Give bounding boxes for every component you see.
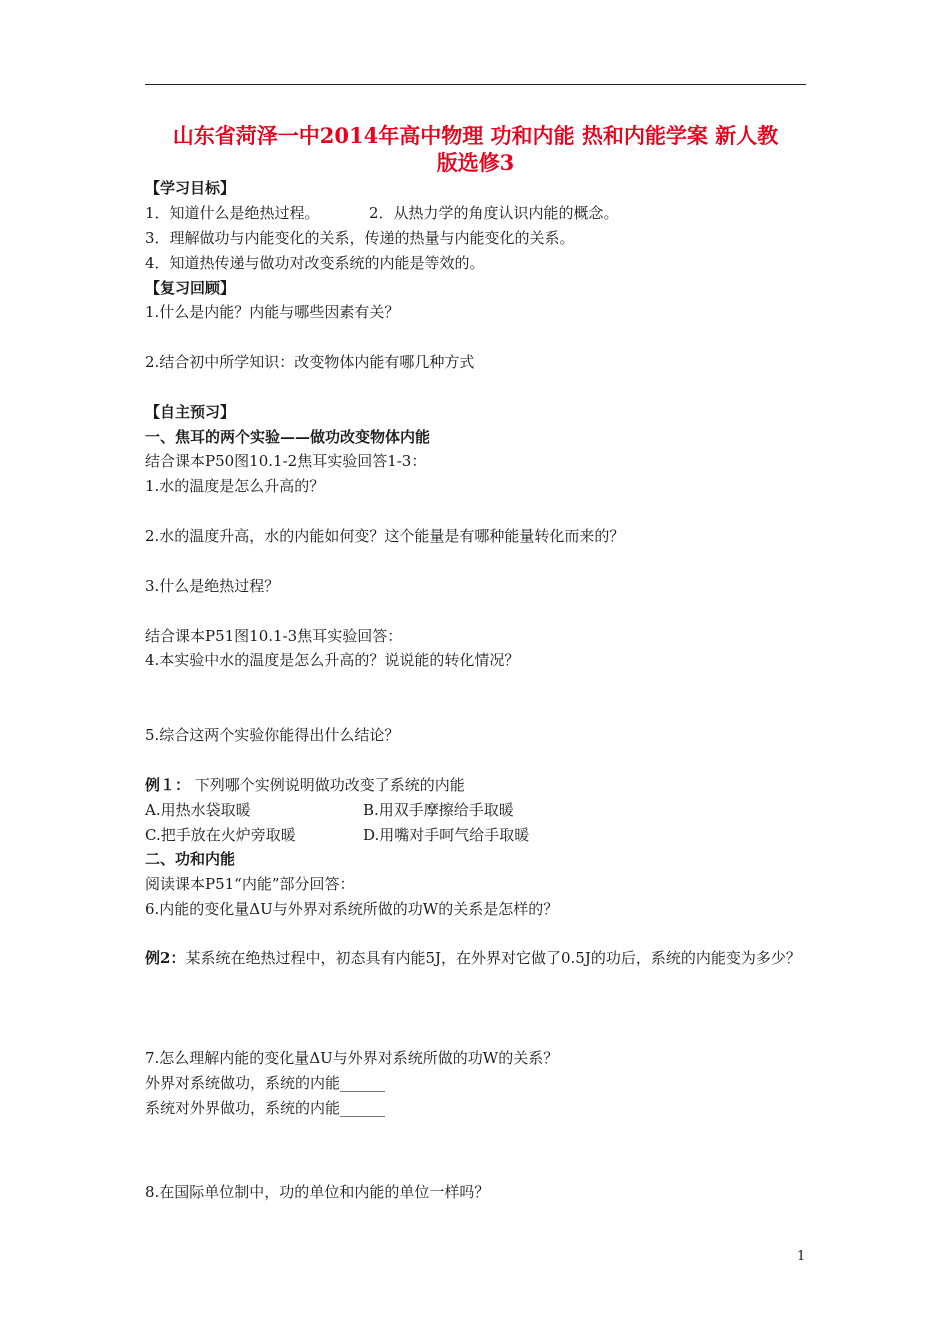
goal-2: 2．从热力学的角度认识内能的概念。 xyxy=(369,204,619,222)
example-1 xyxy=(145,775,465,795)
goals-heading: 【学习目标】 xyxy=(145,179,236,197)
section-2-title: 二、功和内能 xyxy=(145,850,236,868)
page-number: 1 xyxy=(797,1249,806,1264)
question-3: 3.什么是绝热过程？ xyxy=(145,577,280,595)
goal-1: 1．知道什么是绝热过程。 xyxy=(145,204,320,222)
question-2: 2.水的温度升高，水的内能如何变？这个能量是有哪种能量转化而来的？ xyxy=(145,527,625,545)
example-1-text: 下列哪个实例说明做功改变了系统的内能 xyxy=(194,776,465,794)
document-title-line-1: 山东省菏泽一中2014年高中物理 功和内能 热和内能学案 新人教 xyxy=(172,123,779,148)
example-2-label: 例2： xyxy=(145,949,186,967)
section-1-title: 一、焦耳的两个实验——做功改变物体内能 xyxy=(145,428,431,446)
question-4: 4.本实验中水的温度是怎么升高的？说说能的转化情况？ xyxy=(145,651,520,669)
question-5: 5.综合这两个实验你能得出什么结论？ xyxy=(145,726,400,744)
section-2-intro: 阅读课本P51“内能”部分回答： xyxy=(145,875,355,893)
fill-blank-2: 系统对外界做功，系统的内能______ xyxy=(145,1099,386,1117)
section-1-intro-2: 结合课本P51图10.1-3焦耳实验回答： xyxy=(145,627,403,645)
question-1: 1.水的温度是怎么升高的？ xyxy=(145,477,325,495)
preview-heading: 【自主预习】 xyxy=(145,403,236,421)
question-7: 7.怎么理解内能的变化量ΔU与外界对系统所做的功W的关系？ xyxy=(145,1049,559,1067)
question-6: 6.内能的变化量ΔU与外界对系统所做的功W的关系是怎样的？ xyxy=(145,900,559,918)
example-2-text: 某系统在绝热过程中，初态具有内能5J，在外界对它做了0.5J的功后，系统的内能变为多少？ xyxy=(185,949,801,967)
goal-4: 4．知道热传递与做功对改变系统的内能是等效的。 xyxy=(145,254,485,272)
section-1-intro: 结合课本P50图10.1-2焦耳实验回答1-3： xyxy=(145,452,427,470)
example-1-label: 例１： xyxy=(145,776,191,794)
goal-3: 3．理解做功与内能变化的关系，传递的热量与内能变化的关系。 xyxy=(145,229,575,247)
option-b: B.用双手摩擦给手取暖 xyxy=(363,801,514,819)
question-8: 8.在国际单位制中，功的单位和内能的单位一样吗？ xyxy=(145,1183,490,1201)
option-a: A.用热水袋取暖 xyxy=(145,801,251,819)
option-c: C.把手放在火炉旁取暖 xyxy=(145,826,296,844)
review-heading: 【复习回顾】 xyxy=(145,279,236,297)
option-d: D.用嘴对手呵气给手取暖 xyxy=(363,826,530,844)
review-question-1: 1.什么是内能？内能与哪些因素有关？ xyxy=(145,303,400,321)
example-2 xyxy=(145,946,809,970)
fill-blank-1: 外界对系统做功，系统的内能______ xyxy=(145,1074,386,1092)
header-rule xyxy=(145,84,806,85)
document-title-line-2: 版选修3 xyxy=(436,150,515,175)
review-question-2: 2.结合初中所学知识：改变物体内能有哪几种方式 xyxy=(145,353,475,371)
